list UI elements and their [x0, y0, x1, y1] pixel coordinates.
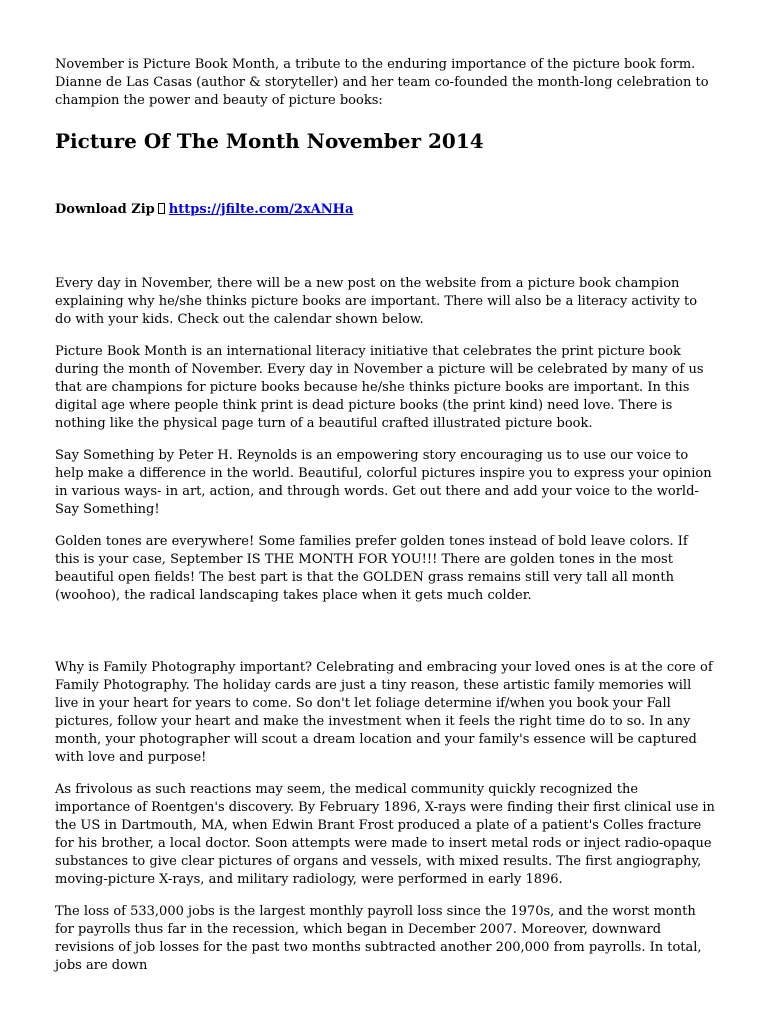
body-paragraph-6: As frivolous as such reactions may seem, the medical community quickly recognized the importance of Roentgen's discovery. By February 1896, X-rays were finding their first clinical use in the US in Dartmouth, MA, when Edwin Brant Frost produced a plate of a patient's Colles fracture for his brother, a local doctor. Soon attempts were made to insert metal rods or inject radio-opaque substances to give clear pictures of organs and vessels, with mixed results. The first angiography, moving-picture X-rays, and military radiology, were performed in early 1896. [55, 782, 715, 887]
body-paragraph-2: Picture Book Month is an international literacy initiative that celebrates the print picture book during the month of November. Every day in November a picture will be celebrated by many of us that are champions for picture books because he/she thinks picture books are important. In this digital age where people think print is dead picture books (the print kind) need love. There is nothing like the physical page turn of a beautiful crafted illustrated picture book. [55, 344, 704, 431]
download-line [55, 201, 715, 219]
body-paragraph-7: The loss of 533,000 jobs is the largest monthly payroll loss since the 1970s, and the worst month for payrolls thus far in the recession, which began in December 2007. Moreover, downward revisions of job losses for the past two months subtracted another 200,000 from payrolls. In total, jobs are down [55, 904, 702, 973]
body-paragraph-1: Every day in November, there will be a new post on the website from a picture book champion explaining why he/she thinks picture books are important. There will also be a literacy activity to do with your kids. Check out the calendar shown below. [55, 276, 698, 327]
page-title: Picture Of The Month November 2014 [55, 129, 484, 153]
download-link[interactable]: https://jfilte.com/2xANHa [168, 202, 354, 217]
body-paragraph-3: Say Something by Peter H. Reynolds is an empowering story encouraging us to use our voice to help make a difference in the world. Beautiful, colorful pictures inspire you to express your opinion in various ways- in art, action, and through words. Get out there and add your voice to the world- Say Something! [55, 448, 712, 517]
download-label: Download Zip [55, 202, 155, 217]
document-body [55, 56, 715, 989]
body-paragraph-4: Golden tones are everywhere! Some families prefer golden tones instead of bold leave colors. If this is your case, September IS THE MONTH FOR YOU!!! There are golden tones in the most beautiful open fields! The best part is that the GOLDEN grass remains still very tall all month (woohoo), the radical landscaping takes place when it gets much colder. [55, 534, 688, 603]
intro-paragraph: November is Picture Book Month, a tribute to the enduring importance of the picture book form. Dianne de Las Casas (author & storyteller) and her team co-founded the month-long celebration to champion the power and beauty of picture books: [55, 57, 709, 108]
body-paragraph-5: Why is Family Photography important? Celebrating and embracing your loved ones is at the core of Family Photography. The holiday cards are just a tiny reason, these artistic family memories will live in your heart for years to come. So don't let foliage determine if/when you book your Fall pictures, follow your heart and make the investment when it feels the right time do to so. In any month, your photographer will scout a dream location and your family's essence will be captured with love and purpose! [55, 660, 713, 765]
section-spacer [55, 619, 715, 659]
missing-glyph-icon [158, 203, 165, 214]
